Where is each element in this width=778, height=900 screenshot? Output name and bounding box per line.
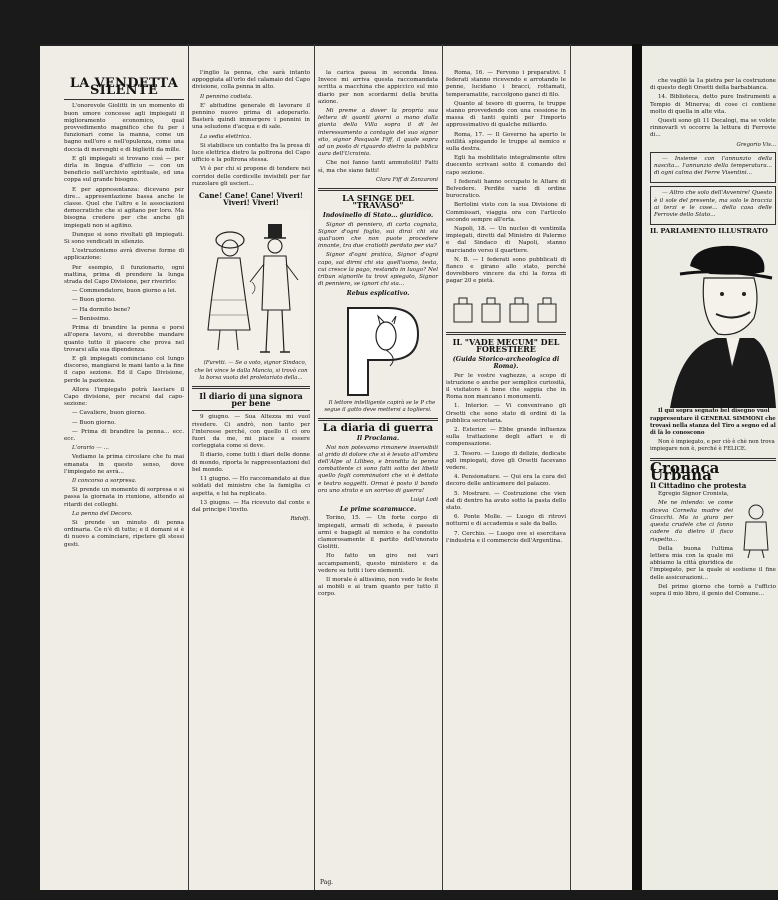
article-subtitle: Indovinello di Stato... giuridico.: [322, 212, 434, 220]
paragraph: 6. Ponte Molle. — Luogo di ritrovi notturni e di accademia e sale da ballo.: [446, 514, 566, 528]
paragraph: Napoli, 18. — Un nucleo di ventimila impiegati, diretti dal Ministro di Palermo e dal Sindaco di Napoli, stanno marciando verso il quartiere.: [446, 226, 566, 254]
paragraph: Della buona l'ultima lettera mia con la quale mi abbiamo la città giuridica de l'impiegato, per la quale si sostiene il fine delle assicurazioni...: [650, 545, 776, 581]
paragraph: Roma, 17. — Il Governo ha aperto le ostilità spiegando le truppe al nemico e sulla destra.: [446, 131, 566, 153]
notice-text: — Altro che solo dell'Avvenire! Questo è il sole del presente, ma solo le braccia ai terzi e le cose... della casa delle Ferrovie dello Stato...: [654, 190, 772, 219]
article-title: Il diario di una signora per bene: [199, 391, 303, 409]
page-number: Pag.: [320, 879, 334, 886]
article-subtitle: Il Cittadino che protesta: [650, 481, 747, 491]
page-gutter: [632, 44, 642, 890]
dialogue-line: — Cavaliere, buon giorno.: [72, 410, 146, 417]
cartoon-illustration: [192, 210, 310, 360]
column-4: [446, 70, 566, 547]
paragraph: Per le vostre vaghezze, a scopo di istruzione o anche per semplice curiosità, il visitatore è bene che sappia che in Roma non mancano i monumenti.: [446, 372, 566, 401]
paragraph: 1. Interior. — Vi convenivano gli Orsetti che sono stato di ordini di la pubblica secretaria.: [446, 403, 566, 424]
article-title: La diaria di guerra: [322, 422, 434, 435]
notice-text: — Insieme con l'annunzio della nascita... l'annunzio della temperatura... di ogni calma dei Ferre Visentini...: [654, 155, 772, 177]
notice-box: [650, 152, 776, 184]
paragraph: Questi sono gli 11 Decalogi, ma se volete rinnovarli vi occorre la lettura di Ferrovie di...: [650, 118, 776, 139]
rebus-p-cat-illustration: [318, 300, 438, 400]
paragraph: Dunque si sono rivoltati gli impiegati. Si sono vendicati in silenzio.: [64, 231, 184, 246]
column-rule: [314, 44, 315, 890]
column-5: [650, 78, 776, 600]
paragraph: Per esempio, il funzionario, ogni mattina, prima di prendere la lunga strada del Capo Divisione, per riverirlo:: [64, 264, 184, 286]
paragraph: E' abitudine generale di lavorare il pennino nuovo prima di adoperarlo. Basterà quindi immergere i pennini in una soluzione d'acqua e di sale.: [192, 102, 310, 131]
paragraph: Il diario, come tutti i diari delle donne di mondo, riporta le rappresentazioni del bel mondo.: [192, 452, 310, 473]
paragraph: Del primo giorno che tornò a l'ufficio sopra il mio libro, il genio del Comune...: [650, 583, 776, 597]
dialogue-line: — Commendatore, buon giorno a lei.: [72, 288, 177, 295]
paragraph: Prima di brandire la penna e porsi all'opera lavoro, si dovrebbe mandare quanto tutto il piacere che prova nel trovarsi alla sua dipendenza.: [64, 325, 184, 353]
divider: [318, 418, 438, 421]
paragraph: L'ostruzionismo avrà diverse forme di applicazione:: [64, 248, 184, 262]
divider: [318, 188, 438, 191]
top-rule: [642, 44, 778, 46]
inkwells-illustration: [446, 288, 566, 328]
paragraph: E gli impiegati si trovano così — per dirla in lingua d'ufficio — con un beneficio nell'archivio spirituale, ed una coppa sul grande bisogno.: [64, 155, 184, 184]
divider: [446, 332, 566, 335]
signature: Luigi Lodi: [410, 496, 438, 503]
subheading: La sedia elettrica.: [200, 133, 252, 140]
paragraph: 13 giugno. — Ha ricevuto dal conte e dal principe l'invito.: [192, 499, 310, 513]
paragraph: Si stabilisce un contatto fra la presa di luce elettrica dietro la poltrona del Capo ufficio e la poltrona stessa.: [192, 142, 310, 164]
paragraph: 14. Biblioteca, detto pure Instrumenti a Tempio di Minerva; di cose ci contiene molto di quella in alte vita.: [650, 94, 776, 115]
paragraph: Vi è per chi si propone di tendere nei corridoi delle cordicelle invisibili per far ruzzolare gli uscieri...: [192, 166, 310, 187]
paragraph: E per appresentanza: dicevano per dire... appresentazione bassa anche le classe. Quel che l'altro e le associazioni democratiche che si agitano per loro. Ma bisogna credere per che anche gli impiegati non si agitino.: [64, 186, 184, 229]
portrait-caption: Il qui sopra segnato bel disegno vuol rappresentare il GENERAL SIMMONI che trovasi nella stanza del Tiro a segno ed al di là lo conoscono: [650, 408, 776, 437]
divider: [192, 410, 310, 411]
paragraph: 3. Tesoro. — Luogo di delizie, dedicate agli impiegati, dove gli Orsetti facevano vedere.: [446, 450, 566, 471]
paragraph: 7. Cerchio. — Luogo ove si esercitava l'industria e il commercio dell'Argentina.: [446, 530, 566, 544]
paragraph: che vagliò la 1a pietra per la costruzione di questo degli Orsetti della barbabianca.: [650, 78, 776, 92]
article-title: IL PARLAMENTO ILLUSTRATO: [650, 227, 768, 236]
notice-box: [650, 186, 776, 225]
article-title: IL "VADE MECUM" DEL FORESTIERE: [452, 336, 560, 354]
signature: Ridolfi.: [290, 516, 310, 523]
paragraph: Quanto al tesoro di guerra, le truppe stanno provvedendo con una cessione in massa di tanti quinti per l'importo approssimativo di qualche miliardo.: [446, 100, 566, 129]
paragraph: l'inglio la penna, che sarà intanto appoggiata all'orlo del calamaio del Capo divisione, colla penna in alto.: [192, 70, 310, 91]
subheading: L'orario — ...: [72, 445, 109, 452]
paragraph: Il morale è altissimo, non vedo le feste ai mobili e ai tram quanto per tutto il corpo.: [318, 576, 438, 598]
portrait-illustration: [650, 238, 776, 408]
cartoon-caption: (Furetti. — Se a voto, signor Sindaco, che lei vince le dalla Mancia, si trovò con la borsa vuota del proletariato della...: [194, 360, 308, 381]
divider: [64, 99, 184, 100]
paragraph: L'onorevole Giolitti in un momento di buon umore concesse agli impiegati il miglioramento economico, qual provvedimento magnifico che fu per i funzionari come la manna, come un bagno nell'oro e nell'opulenza, come una doccia di merenghi e di biglietti da mille.: [64, 103, 184, 153]
top-rule: [40, 44, 632, 46]
subheading: Il concorso a sorpresa.: [72, 477, 137, 484]
article-subtitle: Le prime scaramucce.: [339, 506, 417, 514]
signature: Gregorio Vis...: [736, 141, 776, 148]
newspaper-right-page: [642, 44, 778, 890]
rebus-heading: Rebus esplicativo.: [346, 290, 410, 298]
paragraph: Roma, 16. — Fervono i preparativi. I federati stanno ricevendo e arrotando le penne, lucidano i bracci, rottamati, temperamatite, raccolgono ganci di filo.: [446, 70, 566, 98]
subheading: Il pennino codista.: [200, 93, 253, 100]
dialogue-line: — Buon giorno.: [72, 419, 116, 426]
paragraph: Egregio Signor Cronista,: [658, 491, 729, 498]
column-rule: [188, 44, 189, 890]
paragraph: 5. Mostrare. — Costruzione che vien dal di dentro ha avuto sotto la pasta dello stato.: [446, 490, 566, 511]
paragraph: Bertolini visto con la sua Divisione di Commissari, viaggia ora con l'articolo secondo sempre all'erta.: [446, 202, 566, 223]
paragraph: Che noi fanno tanti ammutoliti! Fatti sì, ma che siano fatti!: [318, 160, 438, 174]
section-title: Cronaca Urbana: [650, 458, 720, 484]
proclamation-text: Noi non potevamo rimanere insensibili al grido di dolore che si è levato all'ombra dell'Alpe al Lilibeo, e brandita la penna combattente ci sono fatti sotto dei libelli quello fogli comminatori che vi è dettato e teatro soggetti. Ormai è posto il bando ora uno strato e un sorriso di guerra!: [318, 444, 438, 494]
rebus-caption: Il lettore intelligente capirà se le P che segue il gatto deve mettersi a togliersi.: [324, 399, 436, 413]
paragraph: Egli ha mobilitato integralmente oltre duecento scrivani sotto il comando del capo sezione.: [446, 155, 566, 176]
quoted-letter: Mi preme a dover la propria sua lettera di quanti giorni a mano dalla giunta della Villa sopra il di lei interessamento a contagio del suo signor sito, signor Pasquale Fiff, il quale sopra ad un posto di riguardo dietro la pubblica aura dell'Ucrainia.: [318, 108, 438, 158]
column-rule: [442, 44, 443, 890]
paragraph: Allora l'impiegato potrà lasciare il Capo divisione, per recarsi dal capo-sezione:: [64, 386, 184, 408]
article-subtitle: Il Proclama.: [356, 435, 400, 443]
paragraph: Si prende un momento di sorpresa e si passa la giornata in riunione, attendo ai ritardi dei colleghi.: [64, 487, 184, 508]
subheading: La penna del Decoro.: [72, 510, 133, 517]
paragraph: 9 giugno. — Sua Altezza mi vuol rivedere. Ci andrò, non tanto per l'interesse perché, con quello il ci oro fuori da me, mi piace a essere corteggiata come si deve.: [192, 414, 310, 450]
newspaper-page: [40, 44, 632, 890]
column-2: [192, 70, 310, 523]
paragraph: N. B. — I federati sono pubblicati di fianco e girano allo stato, perché dovrebbero vincere da chi la forza di pagar 20 e pietà.: [446, 256, 566, 285]
article-title: LA SFINGE DEL "TRAVASO": [342, 193, 414, 211]
article-subtitle: (Guida Storico-archeologica di Roma).: [452, 356, 560, 371]
riddle-text: Signor d'ogni pratica, Signor d'ogni capo, sai dirmi chi sia quell'uomo, testa, cui cresce la pago, restando in luogo? Nel tribun signorile tu trovi spiegato, Signor di penniero, se ignori chi sia...: [318, 252, 438, 288]
dialogue-line: — Benissimo.: [72, 315, 111, 322]
article-title: LA VENDETTA SILENTE: [69, 76, 179, 99]
paragraph: Ho fatto un giro nei vari accampamenti, questo ministero e da vedere su tutti i loro elementi.: [318, 553, 438, 574]
dialogue-line: — Buon giorno.: [72, 297, 116, 304]
cartoon-slogan: Cane! Cane! Cane! Viveri! Viveri! Viveri!: [198, 191, 304, 208]
divider: [192, 386, 310, 389]
paragraph: I federati hanno occupato le Altare di Belvedere. Perdite varie di ordine burocratico.: [446, 178, 566, 200]
riddle-text: Signor di penniero, di carta cognata, Signor d'ogni foglio, sui dirai chi sia qual'uom che non puote procedere innante, tra due cratiotti perduto per via?: [318, 221, 438, 250]
paragraph: E gli impiegati cominciano col lungo discorso, mangiarsi le mani tanto a la fine il capo sezione. Ed il Capo Divisione, perde la pazienza.: [64, 355, 184, 384]
dialogue-line: — Ha dormito bene?: [72, 306, 131, 313]
column-3: [318, 70, 438, 601]
quoted-letter: Me ne intendo: ve come diceva Cornelia madre dei Gracchi. Ma io giuro per questa crudele che ci fanno cadere da dietro il fisco rispetto...: [650, 500, 733, 543]
column-1: [64, 70, 184, 551]
citizen-illustration: [736, 500, 776, 560]
paragraph: 2. Esterior. — Ebbe grande influenza sulla trattazione degli affari e di compensazione.: [446, 426, 566, 448]
paragraph: la carica passa in seconda linea. Invece mi arriva questa raccomandata scritta a macchina che appiccico sul mio diario per non scordarmi della brutta azione.: [318, 70, 438, 105]
portrait-caption: Non è impiegato, e per ciò è chè non trova impiegare non è, perché è FELICE.: [650, 439, 775, 453]
paragraph: Torino, 15. — Un forte corpo di impiegati, armati di scheda, è passato armi e bagagli al nemico e ha condotto clamorosamente il partito dell'onorato Giolitti.: [318, 515, 438, 551]
column-rule: [570, 44, 571, 890]
paragraph: Si prende un minuto di penna ordinaria. Ce n'è di tutte; e il domani si è di nuovo a cominciare, ripetere gli stessi gesti.: [64, 519, 184, 548]
dialogue-line: — Prima di brandire la penna... ecc. ecc.: [64, 428, 184, 442]
paragraph: Vediamo la prima circolare che fu mai emanata in questo senso, dove l'impiegato ne avrà...: [64, 454, 184, 475]
signature: Clara Fiff di Zanzaroni: [376, 176, 438, 183]
paragraph: 4. Pensionature. — Qui era la cura del decoro delle anticamere del palazzo.: [446, 474, 566, 488]
paragraph: 11 giugno. — Ho raccomandato ai due soldati del ministro che la famiglia ci aspetta, e lui ha replicato.: [192, 476, 310, 497]
